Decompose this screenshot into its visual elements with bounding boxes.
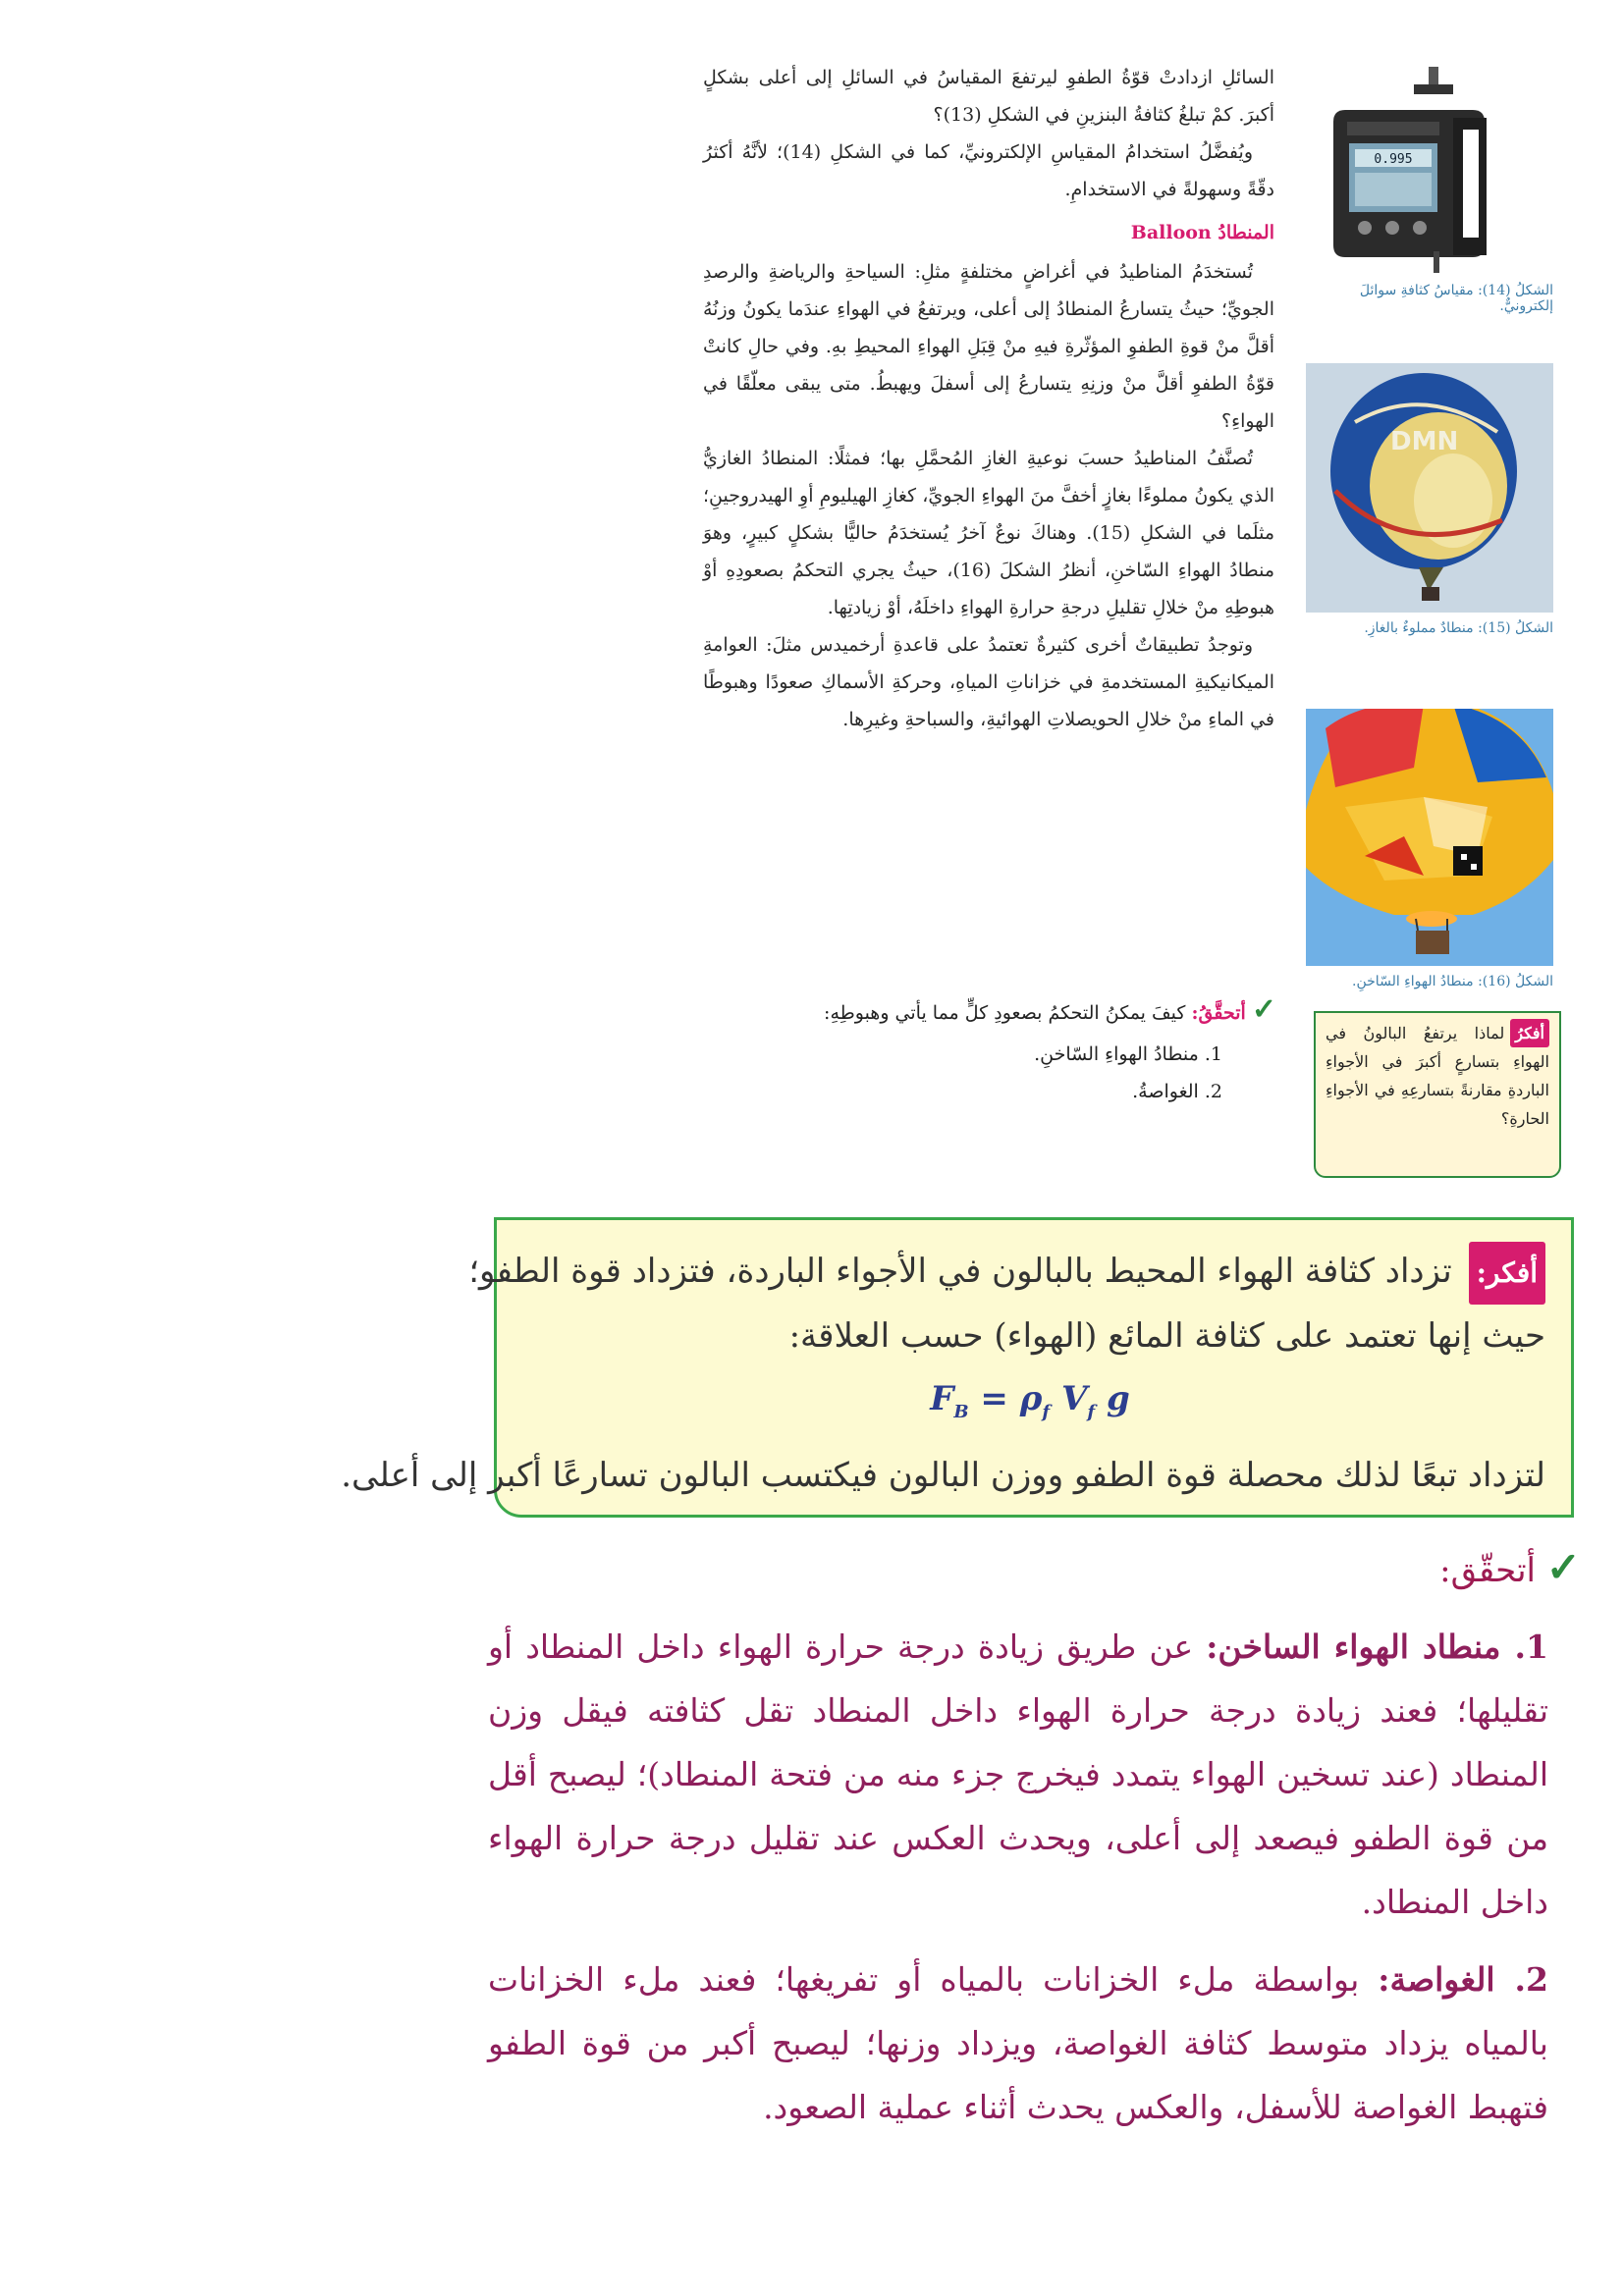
figure-14-caption: الشكلُ (14): مقياسُ كثافةِ سوائلَ إلكترونيٌّ.: [1359, 283, 1553, 314]
figure-15: [1306, 363, 1553, 636]
figure-15-caption: الشكلُ (15): منطادٌ مملوءٌ بالغازِ.: [1364, 620, 1553, 636]
gas-balloon-photo: [1306, 363, 1553, 613]
think-answer-line-3: لتزداد تبعًا لذلك محصلة قوة الطفو ووزن البالون فيكتسب البالون تسارعًا أكبر إلى أعلى.: [341, 1455, 1545, 1495]
formula-F-sub: B: [953, 1401, 969, 1422]
think-answer-line-1: [468, 1240, 1545, 1305]
paragraph-electronic-meter: ويُفضَّلُ استخدامُ المقياسِ الإلكترونيِّ، كما في الشكلِ (14)؛ لأنَّهُ أكثرُ دقّةً وسهولةً في الاستخدامِ.: [703, 141, 1274, 200]
paragraph-archimedes-applications: وتوجدُ تطبيقاتٌ أخرى كثيرةٌ تعتمدُ على قاعدةِ أرخميدس مثلَ: العوامةِ الميكانيكيةِ المستخدمةِ في خزاناتِ المياهِ، وحركةِ الأسماكِ صعودًا وهبوطًا في الماءِ منْ خلالِ الحويصلاتِ الهوائيةِ، والسباحةِ وغيرِها.: [703, 634, 1274, 730]
think-badge: أفكرُ: [1510, 1019, 1549, 1047]
meter-display-reading: 0.995: [1374, 152, 1413, 167]
paragraph-balloon-uses: تُستخدَمُ المناطيدُ في أغراضٍ مختلفةٍ مثلِ: السياحةِ والرياضةِ والرصدِ الجويِّ؛ حيثُ يتسارعُ المنطادُ إلى أعلى، ويرتفعُ في الهواءِ عندَما يكونُ وزنُهُ أقلَّ منْ قوةِ الطفوِ المؤثّرةِ فيهِ منْ قِبَلِ الهواءِ المحيطِ بهِ. وفي حالِ كانتْ قوّةُ الطفوِ أقلَّ منْ وزنِهِ يتسارعُ إلى أسفلَ ويهبطُ. متى يبقى معلّقًا في الهواءِ؟: [703, 261, 1274, 432]
answer-2-text: بواسطة ملء الخزانات بالمياه أو تفريغها؛ فعند ملء الخزانات بالمياه يزداد متوسط كثافة الغواصة، ويزداد وزنها؛ ليصبح أكبر من قوة الطفو فتهبط الغواصة للأسفل، والعكس يحدث أثناء عملية الصعود.: [488, 1960, 1548, 2126]
paragraph-balloon-types: تُصنَّفُ المناطيدُ حسبَ نوعيةِ الغازِ المُحمَّلِ بها؛ فمثلًا: المنطادُ الغازيُّ الذي يكونُ مملوءًا بغازٍ أخفَّ منَ الهواءِ الجويِّ، كغازِ الهيليومِ أوِ الهيدروجينِ؛ مثلَما في الشكلِ (15). وهناكَ نوعٌ آخرُ يُستخدَمُ حاليًّا بشكلٍ كبيرٍ، وهوَ منطادُ الهواءِ السّاخنِ، أنظرُ الشكلَ (16)، حيثُ يجري التحكمُ بصعودِهِ أوْ هبوطِهِ منْ خلالِ تقليلِ درجةِ حرارةِ الهواءِ داخلَهُ، أوْ زيادتِها.: [703, 448, 1274, 618]
think-answer-box: [341, 1217, 1574, 1518]
answer-item-2: [488, 1948, 1548, 2139]
answer-2-lead: 2. الغواصة:: [1378, 1960, 1548, 1999]
formula-F: F: [930, 1379, 954, 1418]
buoyancy-formula: $F_B = \rho_f$ $V_f$ g: [930, 1379, 1130, 1422]
answer-1-lead: 1. منطاد الهواء الساخن:: [1206, 1628, 1548, 1666]
check-question-box: [746, 991, 1276, 1110]
check-question: كيفَ يمكنُ التحكمُ بصعودِ كلٍّ مما يأتي وهبوطِهِ:: [824, 1002, 1186, 1024]
paragraph-hydrometer-end: السائلِ ازدادتْ قوّةُ الطفوِ ليرتفعَ المقياسُ في السائلِ إلى أعلى بشكلٍ أكبرَ. كمْ تبلغُ كثافةُ البنزينِ في الشكلِ (13)؟: [703, 67, 1274, 126]
think-answer-badge: أفكر:: [1469, 1242, 1545, 1305]
answer-item-1: [488, 1615, 1548, 1934]
balloon-logo-text: DMN: [1390, 427, 1459, 456]
check-items-list: [746, 1036, 1276, 1110]
think-answer-text-1: تزداد كثافة الهواء المحيط بالبالون في الأجواء الباردة، فتزداد قوة الطفو؛: [468, 1252, 1452, 1291]
check-mark-icon: ✓: [1251, 992, 1276, 1027]
formula-rho-sub: f: [1042, 1401, 1051, 1422]
think-answer-line-2: حيث إنها تعتمد على كثافة المائع (الهواء) حسب العلاقة:: [788, 1316, 1545, 1356]
formula-V: V: [1060, 1379, 1088, 1418]
figure-16-caption: الشكلُ (16): منطادُ الهواءِ السّاخنِ.: [1352, 974, 1553, 989]
answer-check-heading: [1424, 1543, 1581, 1592]
check-item: 2. الغواصةُ.: [1132, 1081, 1222, 1102]
answer-1-text: عن طريق زيادة درجة حرارة الهواء داخل المنطاد أو تقليلها؛ فعند زيادة درجة حرارة الهواء داخل المنطاد تقل كثافته فيقل وزن المنطاد (عند تسخين الهواء يتمدد فيخرج جزء منه من فتحة المنطاد)؛ ليصبح أقل من قوة الطفو فيصعد إلى أعلى، ويحدث العكس عند تقليل درجة حرارة الهواء داخل المنطاد.: [488, 1628, 1548, 1921]
figure-16: [1306, 709, 1553, 989]
answer-check-title: أتحقّق:: [1439, 1551, 1536, 1590]
figure-14: [1306, 59, 1553, 314]
hot-air-balloon-photo: [1306, 709, 1553, 966]
think-box-small: [1314, 1011, 1561, 1178]
think-question: لماذا يرتفعُ البالونُ في الهواءِ بتسارعٍ أكبرَ في الأجواءِ الباردةِ مقارنةً بتسارعِهِ في الأجواءِ الحارةِ؟: [1326, 1024, 1549, 1128]
check-item: 1. منطادُ الهواءِ السّاخنِ.: [1034, 1043, 1222, 1065]
formula-V-sub: f: [1087, 1401, 1096, 1422]
formula-rho: ρ: [1019, 1379, 1043, 1418]
textbook-text-column: [703, 59, 1274, 738]
answer-check-mark-icon: ✓: [1545, 1543, 1581, 1591]
check-title: أتحقَّقُ:: [1191, 1002, 1246, 1024]
formula-g: g: [1106, 1379, 1130, 1418]
density-meter-image: [1306, 59, 1553, 275]
section-title-balloon: المنطادُ Balloon: [1130, 222, 1274, 243]
answers-section: [488, 1615, 1548, 2153]
